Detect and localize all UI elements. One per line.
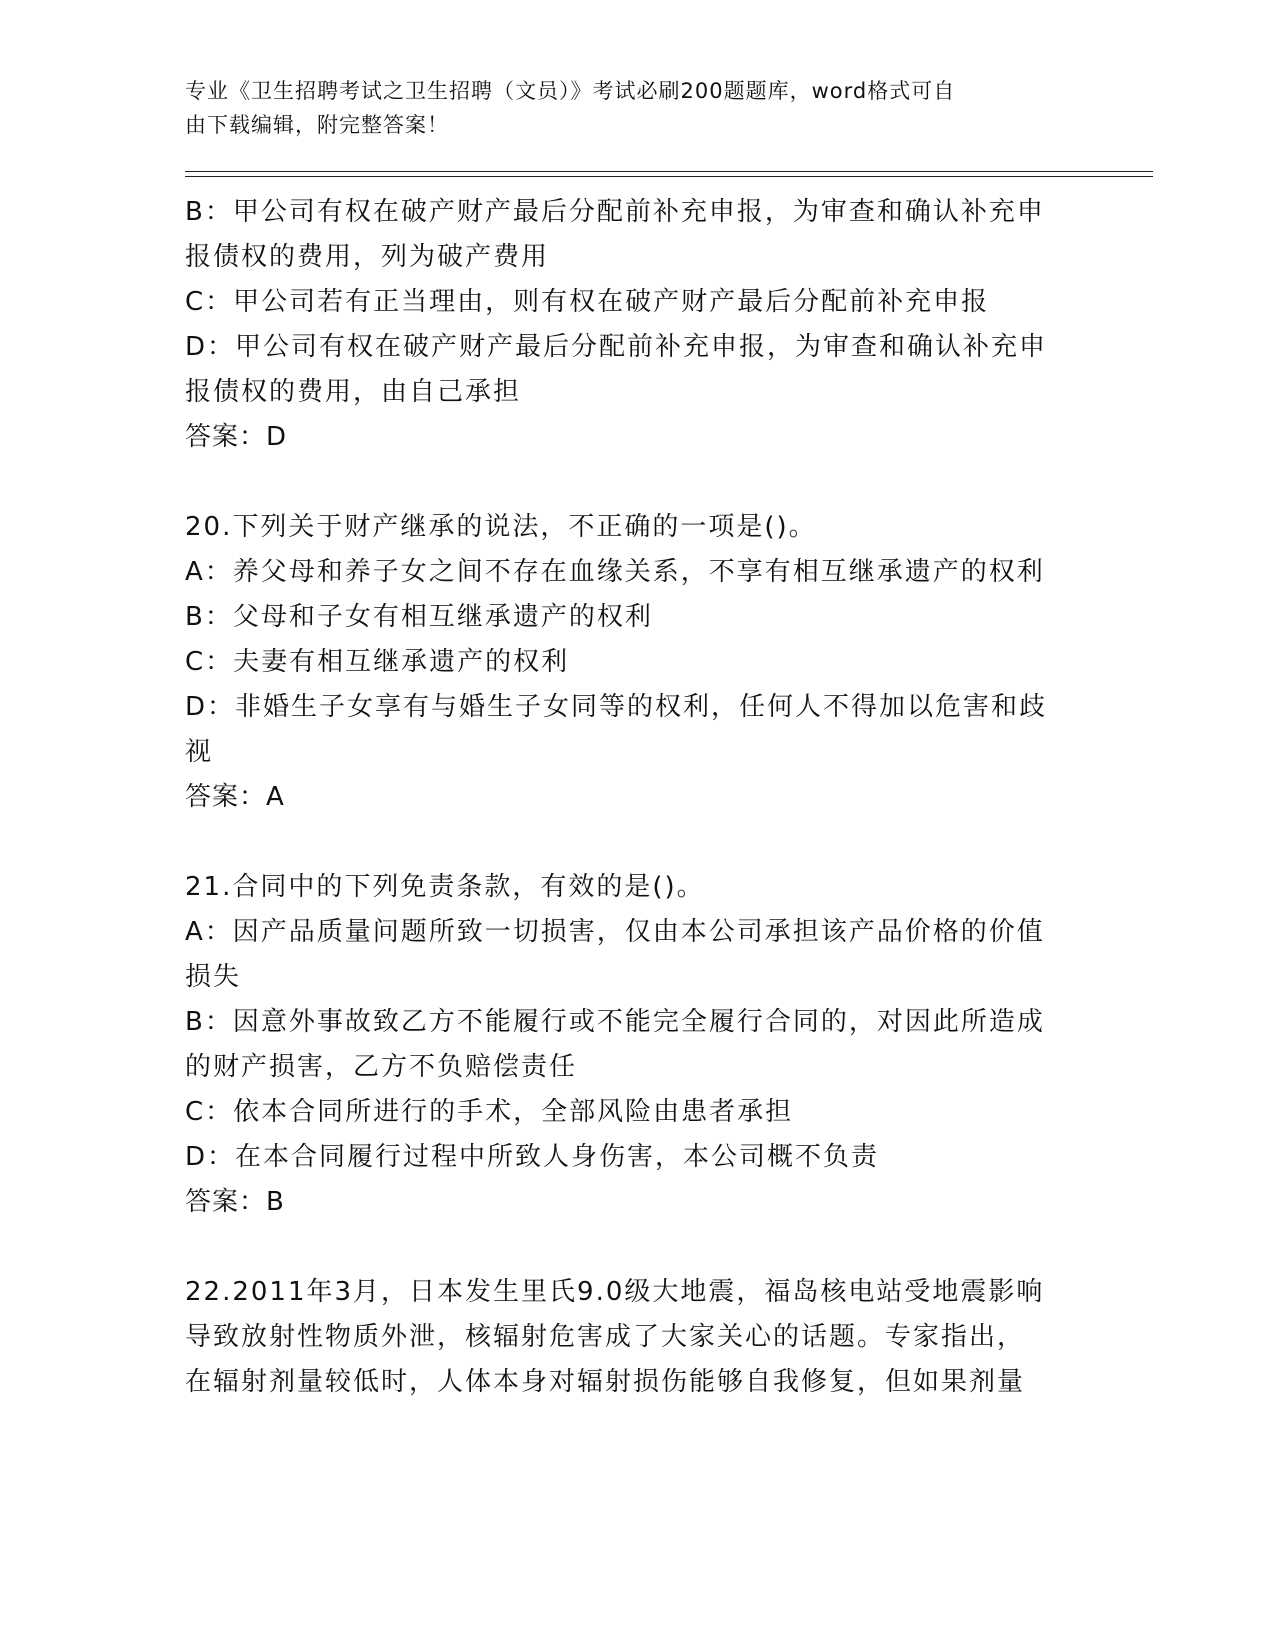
option-a-line-2: 损失	[185, 962, 242, 992]
document-header	[185, 74, 1065, 142]
header-divider-top	[185, 171, 1153, 172]
option-a-line-1: A：因产品质量问题所致一切损害，仅由本公司承担该产品价格的价值	[185, 917, 1045, 947]
option-d-line-2: 视	[185, 737, 214, 767]
option-d: D：在本合同履行过程中所致人身伤害，本公司概不负责	[185, 1142, 880, 1172]
option-d-line-1: D：甲公司有权在破产财产最后分配前补充申报，为审查和确认补充申	[185, 332, 1048, 362]
option-b-line-2: 报债权的费用，列为破产费用	[185, 242, 550, 272]
option-c: C：甲公司若有正当理由，则有权在破产财产最后分配前补充申报	[185, 287, 990, 317]
question-text-line-3: 在辐射剂量较低时，人体本身对辐射损伤能够自我修复，但如果剂量	[185, 1367, 1026, 1397]
question-text-line-2: 导致放射性物质外泄，核辐射危害成了大家关心的话题。专家指出，	[185, 1322, 1026, 1352]
option-b-line-1: B：因意外事故致乙方不能履行或不能完全履行合同的，对因此所造成	[185, 1007, 1045, 1037]
option-d-line-1: D：非婚生子女享有与婚生子女同等的权利，任何人不得加以危害和歧	[185, 692, 1048, 722]
question-text: 21.合同中的下列免责条款，有效的是()。	[185, 872, 705, 902]
option-b: B：父母和子女有相互继承遗产的权利	[185, 602, 653, 632]
header-line-1: 专业《卫生招聘考试之卫生招聘（文员）》考试必刷200题题库，word格式可自	[185, 79, 956, 103]
option-d-line-2: 报债权的费用，由自己承担	[185, 377, 522, 407]
option-c: C：夫妻有相互继承遗产的权利	[185, 647, 570, 677]
question-20	[185, 505, 1085, 820]
question-22	[185, 1270, 1085, 1405]
question-21	[185, 865, 1085, 1225]
option-b-line-2: 的财产损害，乙方不负赔偿责任	[185, 1052, 578, 1082]
answer: 答案：B	[185, 1187, 285, 1217]
header-divider-bottom	[185, 176, 1153, 177]
header-line-2: 由下载编辑，附完整答案！	[185, 113, 449, 137]
answer: 答案：D	[185, 422, 288, 452]
answer: 答案：A	[185, 782, 285, 812]
question-text-line-1: 22.2011年3月，日本发生里氏9.0级大地震，福岛核电站受地震影响	[185, 1277, 1045, 1307]
question-text: 20.下列关于财产继承的说法，不正确的一项是()。	[185, 512, 817, 542]
option-b-line-1: B：甲公司有权在破产财产最后分配前补充申报，为审查和确认补充申	[185, 197, 1045, 227]
option-c: C：依本合同所进行的手术，全部风险由患者承担	[185, 1097, 794, 1127]
option-a: A：养父母和养子女之间不存在血缘关系，不享有相互继承遗产的权利	[185, 557, 1045, 587]
question-19	[185, 190, 1085, 460]
question-list	[185, 190, 1085, 1405]
